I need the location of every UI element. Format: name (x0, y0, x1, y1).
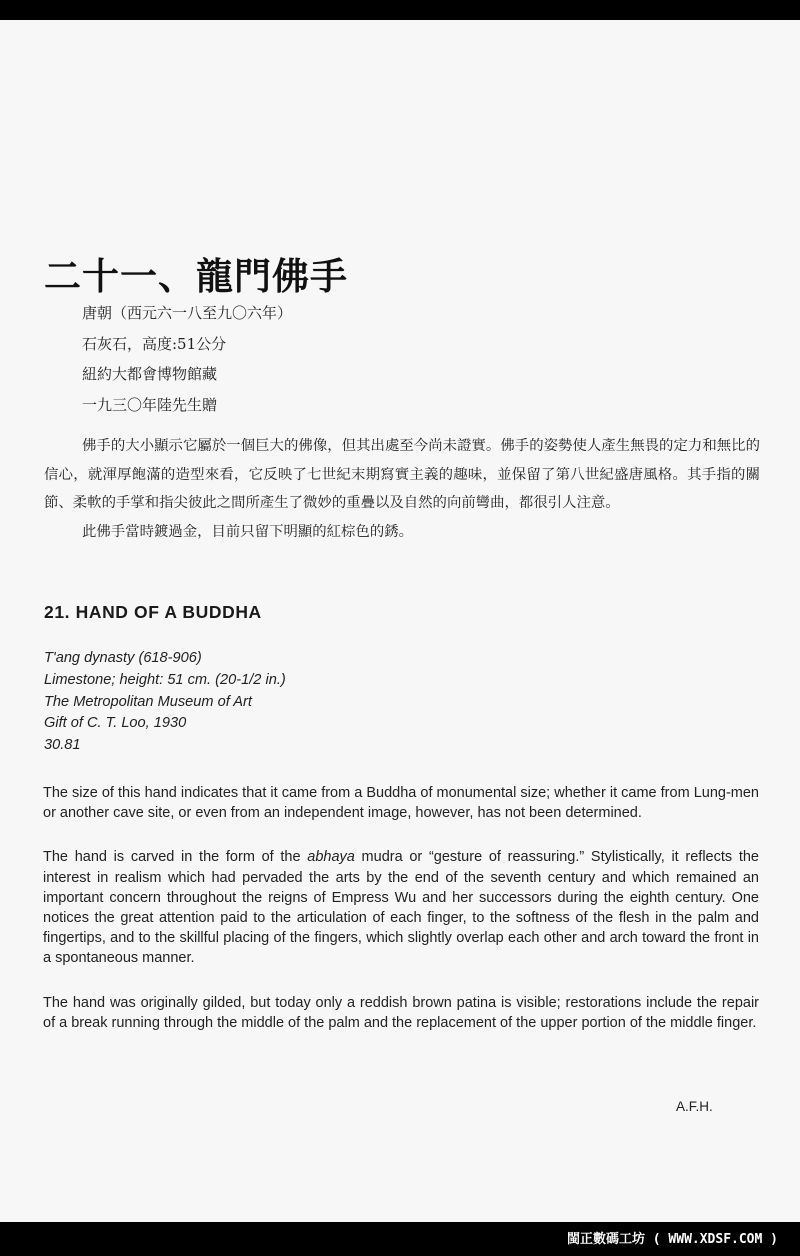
paragraph-text: The hand is carved in the form of the (43, 849, 308, 866)
chinese-dynasty: 唐朝（西元六一八至九〇六年） (82, 304, 293, 322)
english-donor: Gift of C. T. Loo, 1930 (44, 715, 187, 732)
chinese-title: 二十一、龍門佛手 (44, 254, 348, 298)
english-paragraph-condition: The hand was originally gilded, but today only a reddish brown patina is visible; restorations include the repair of a break running through the middle of the palm and the replacement of the upper portion of the middle finger. (43, 994, 759, 1031)
english-paragraph-style (43, 847, 759, 968)
italic-term: abhaya (307, 849, 355, 866)
chinese-collection: 紐約大都會博物館藏 (82, 365, 218, 383)
english-description (43, 783, 759, 1033)
english-paragraph-size: The size of this hand indicates that it came from a Buddha of monumental size; whether it came from Lung-men or another cave site, or even from an independent image, however, has not been determined. (43, 785, 759, 822)
english-material: Limestone; height: 51 cm. (20-1/2 in.) (44, 671, 286, 688)
author-initials: A.F.H. (676, 1099, 713, 1114)
english-catalog-info (44, 648, 286, 757)
chinese-catalog-info (82, 298, 292, 420)
chinese-paragraph: 佛手的大小顯示它屬於一個巨大的佛像，但其出處至今尚未證實。佛手的姿勢使人產生無畏的定力和無比的信心，就渾厚飽滿的造型來看，它反映了七世紀末期寫實主義的趣味，並保留了第八世紀盛唐風格。其手指的關節、柔軟的手掌和指尖彼此之間所產生了微妙的重疊以及自然的向前彎曲，都很引人注意。 (44, 438, 760, 511)
chinese-material: 石灰石，高度:51公分 (82, 334, 227, 353)
english-collection: The Metropolitan Museum of Art (44, 693, 252, 710)
chinese-donor: 一九三〇年陸先生贈 (82, 395, 218, 414)
chinese-paragraph: 此佛手當時鍍過金，目前只留下明顯的紅棕色的銹。 (82, 523, 413, 540)
document-page (0, 20, 800, 1222)
english-title: 21. HAND OF A BUDDHA (44, 602, 262, 622)
paragraph-text: mudra or “gesture of reassuring.” Stylistically, it reflects the interest in realism which had pervaded the arts by the end of the seventh century and which remained an important concern throughout the reigns of Empress Wu and her successors during the eighth century. One notices the great attention paid to the articulation of each finger, to the softness of the flesh in the palm and fingertips, and to the skillful placing of the fingers, which slightly overlap each other and arch toward the front in a spontaneous manner. (43, 849, 760, 967)
accession-number: 30.81 (44, 737, 81, 754)
chinese-description (44, 432, 760, 546)
scanner-watermark: 閩正數碼工坊 ( WWW.XDSF.COM ) (566, 1232, 778, 1247)
english-dynasty: T'ang dynasty (618-906) (44, 650, 202, 666)
